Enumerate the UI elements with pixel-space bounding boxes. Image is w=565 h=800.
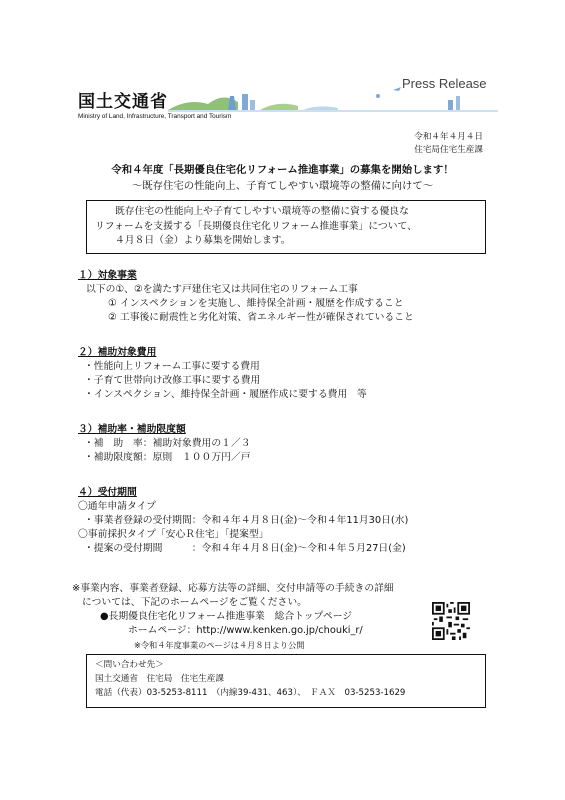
- summary-box: [86, 200, 486, 254]
- section-subsidy-rate: [78, 423, 251, 465]
- contact-phone-fax: 電話（代表）03-5253-8111 （内線39-431、463）、 ＦＡＸ 03-5253-1629: [95, 688, 406, 698]
- note-line: ※令和４年度事業のページは４月８日より公開: [134, 640, 305, 650]
- section-line: ② 工事後に耐震性と劣化対策、省エネルギー性が確保されていること: [108, 312, 414, 323]
- summary-line: 既存住宅の性能向上や子育てしやすい環境等の整備に資する優良な: [115, 206, 409, 217]
- release-date: 令和４年４月４日: [414, 132, 483, 142]
- qr-code-icon[interactable]: [432, 602, 470, 640]
- section-line: ・事業者登録の受付期間：令和４年４月８日(金)～令和４年11月30日(水): [84, 515, 409, 526]
- section-line: ・インスペクション、維持保全計画・履歴作成に要する費用 等: [84, 389, 367, 400]
- contact-organization: 国土交通省 住宅局 住宅生産課: [95, 674, 224, 684]
- note-line: ※事業内容、事業者登録、応募方法等の詳細、交付申請等の手続きの詳細: [72, 583, 394, 594]
- section-line: ・補 助 率：補助対象費用の１／３: [84, 438, 251, 449]
- details-note: [72, 582, 394, 652]
- note-line: ●長期優良住宅化リフォーム推進事業 総合トップページ: [100, 611, 353, 622]
- section-line: ・補助限度額：原則 １００万円／戸: [84, 452, 251, 463]
- section-line: 以下の①、②を満たす戸建住宅又は共同住宅のリフォーム工事: [86, 284, 358, 295]
- section-heading: ３）補助率・補助限度額: [78, 424, 186, 435]
- contact-box: [86, 654, 486, 708]
- section-target-projects: [78, 269, 414, 325]
- section-line: ・性能向上リフォーム工事に要する費用: [84, 361, 260, 372]
- contact-heading: ＜問い合わせ先＞: [95, 660, 164, 670]
- section-eligible-costs: [78, 346, 367, 402]
- section-line: 〇通年申請タイプ: [78, 501, 156, 512]
- ministry-name-en: Ministry of Land, Infrastructure, Transport and Tourism: [78, 113, 232, 120]
- note-line: については、下記のホームページをご覧ください。: [82, 597, 307, 608]
- section-application-period: [78, 486, 408, 556]
- department: 住宅局住宅生産課: [414, 145, 483, 155]
- summary-line: ４月８日（金）より募集を開始します。: [115, 235, 291, 246]
- section-heading: ２）補助対象費用: [78, 347, 157, 358]
- section-line: 〇事前採択タイプ「安心Ｒ住宅」「提案型」: [78, 529, 269, 540]
- press-release-label: Press Release: [402, 76, 487, 91]
- section-line: ・提案の受付期間 ：令和４年４月８日(金)～令和４年５月27日(金): [84, 543, 406, 554]
- section-line: ・子育て世帯向け改修工事に要する費用: [84, 375, 261, 386]
- section-heading: ４）受付期間: [78, 487, 137, 498]
- section-line: ① インスペクションを実施し、維持保全計画・履歴を作成すること: [108, 298, 404, 309]
- sub-title: ～既存住宅の性能向上、子育てしやすい環境等の整備に向けて～: [131, 180, 434, 192]
- main-title: 令和４年度「長期優良住宅化リフォーム推進事業」の募集を開始します！: [111, 164, 454, 176]
- homepage-url[interactable]: ホームページ：http://www.kenken.go.jp/chouki_r/: [128, 625, 363, 636]
- section-heading: １）対象事業: [78, 270, 137, 281]
- summary-line: リフォームを支援する「長期優良住宅化リフォーム推進事業」について、: [95, 220, 417, 232]
- ministry-name-jp: 国土交通省: [78, 92, 168, 112]
- release-date-block: [414, 131, 483, 157]
